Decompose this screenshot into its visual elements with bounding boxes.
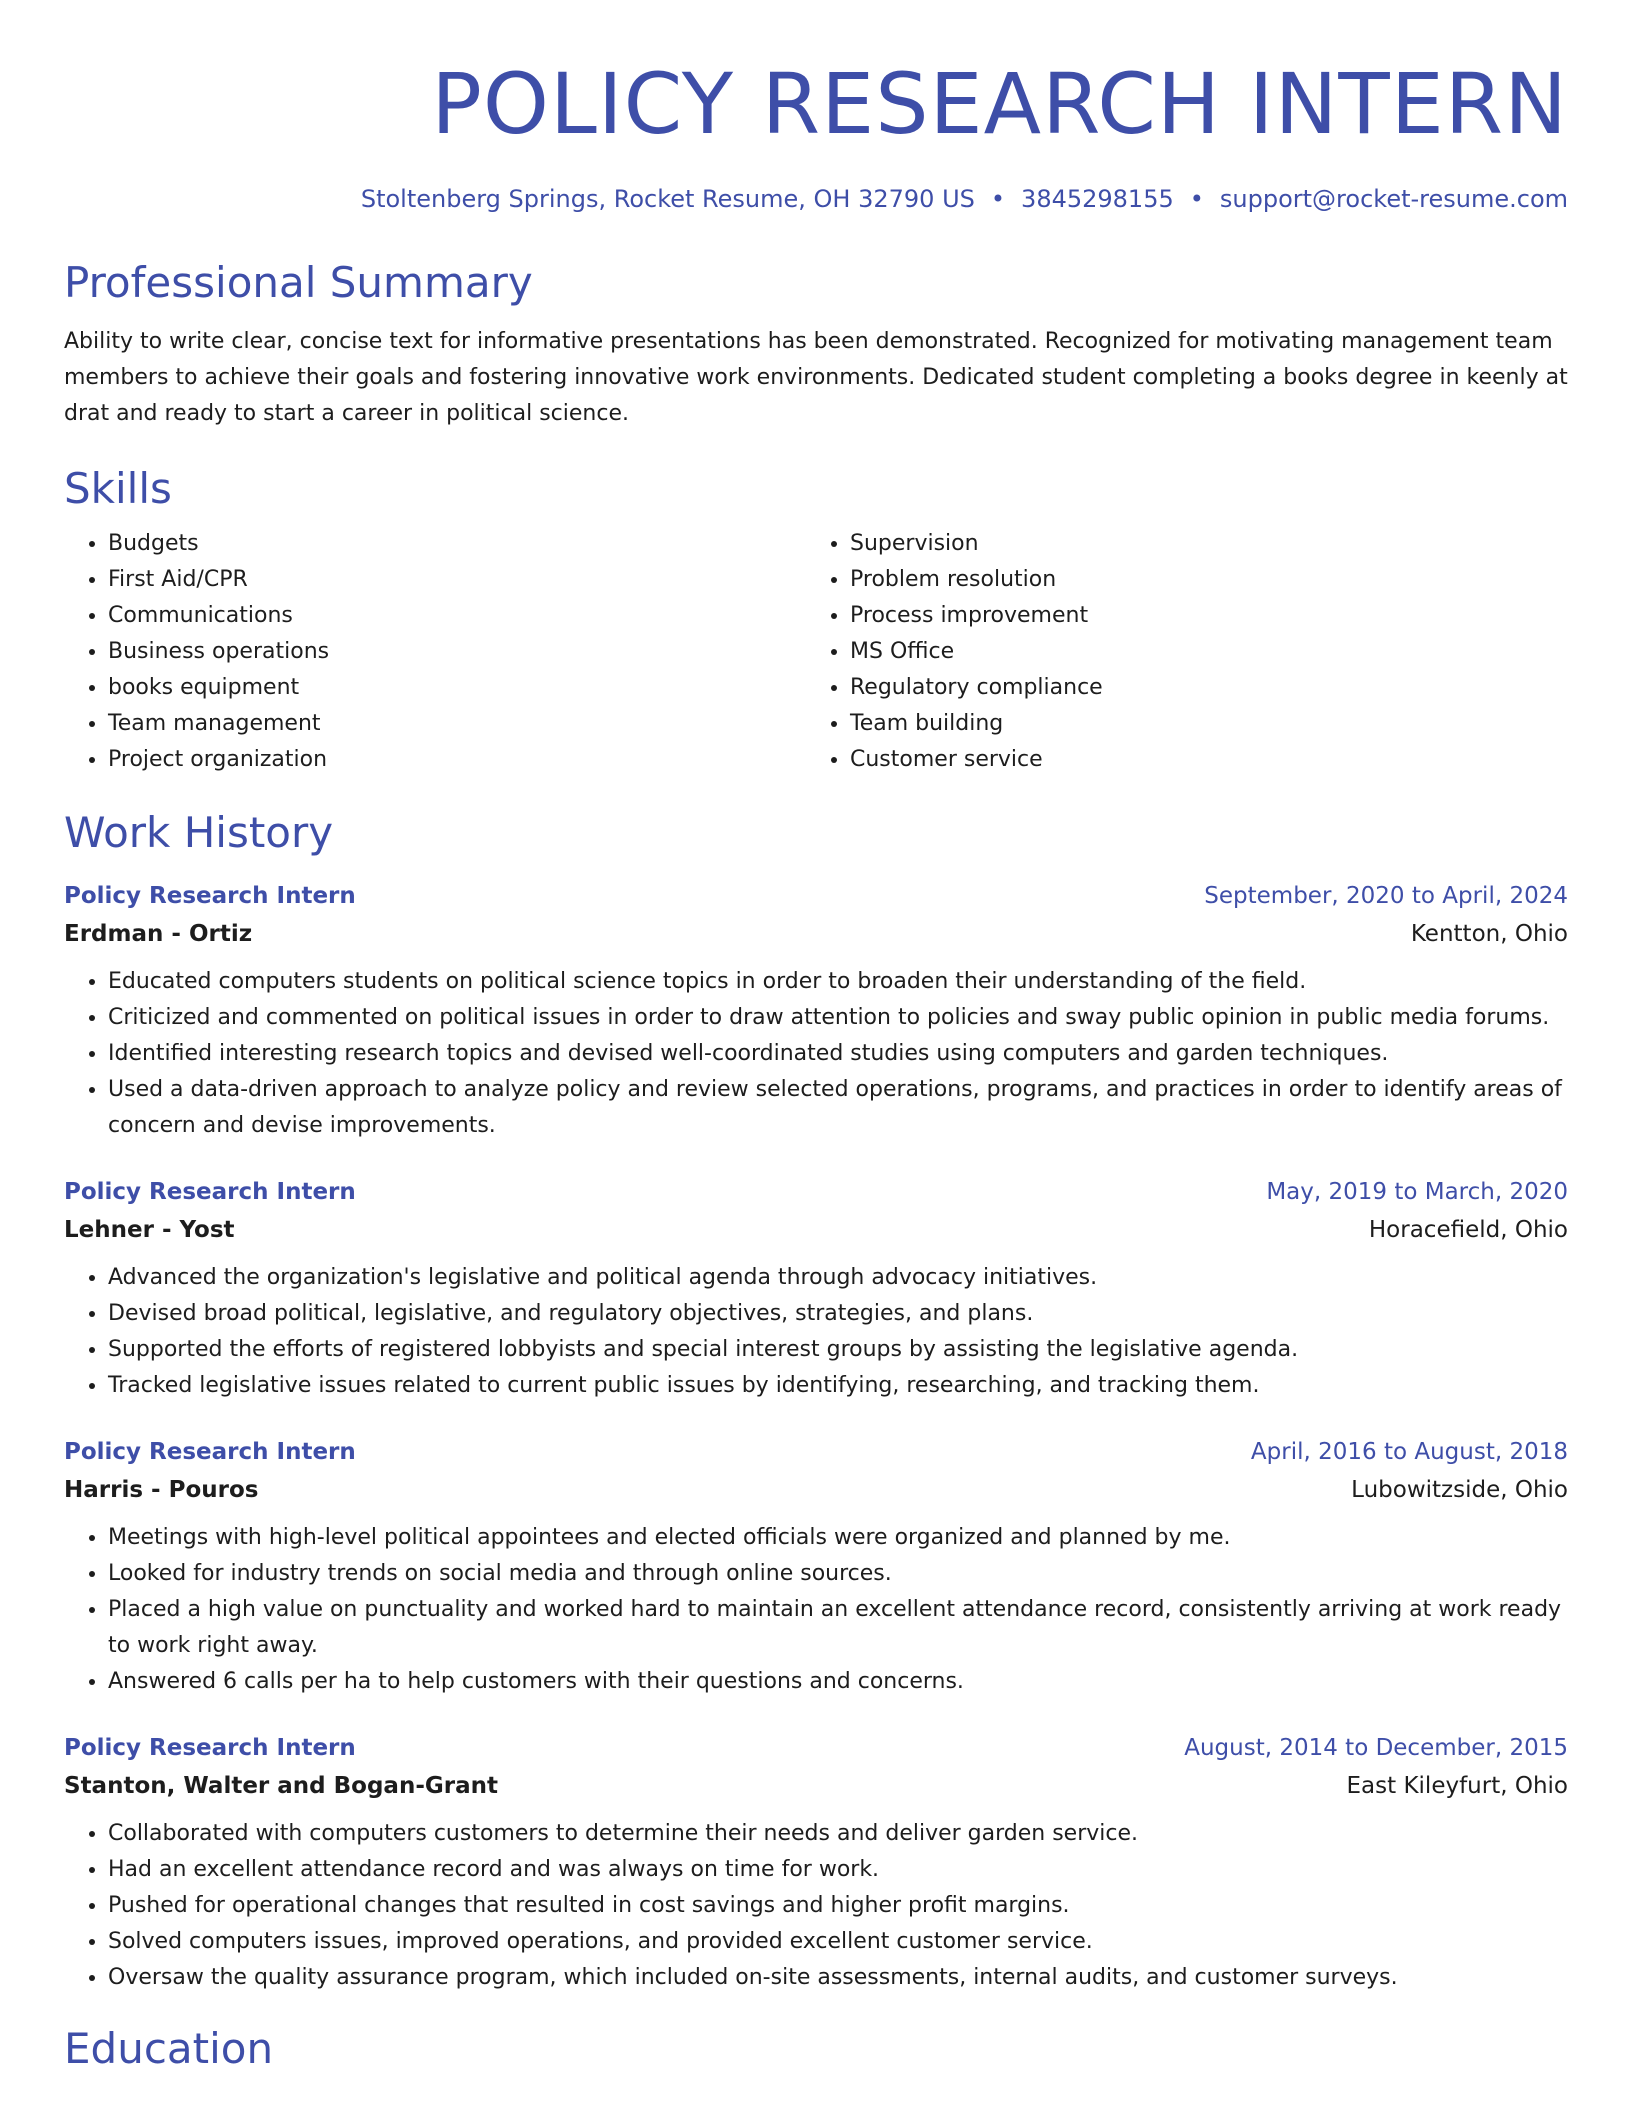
skill-item: • Budgets bbox=[108, 526, 806, 562]
job-company-row bbox=[64, 914, 1568, 954]
job-bullet: • Supported the efforts of registered lobbyists and special interest groups by assisting the legislative agenda. bbox=[108, 1332, 1568, 1368]
job-entry bbox=[64, 1730, 1568, 1996]
job-company-row bbox=[64, 1470, 1568, 1510]
job-location: Lubowitzside, Ohio bbox=[1351, 1477, 1568, 1503]
work-history-heading: Work History bbox=[64, 808, 334, 857]
skills-heading: Skills bbox=[64, 464, 172, 513]
skill-item: • Project organization bbox=[108, 742, 806, 778]
contact-separator: • bbox=[990, 185, 1006, 213]
job-company-row bbox=[64, 1210, 1568, 1250]
job-title-row bbox=[64, 1730, 1568, 1766]
contact-line bbox=[64, 182, 1568, 216]
summary-text: Ability to write clear, concise text for informative presentations has been demonstrated. Recognized for motivating management team members to achieve their goals and fostering innovative work environments. Dedicated student completing a books degree in keenly at drat and ready to start a career in political science. bbox=[64, 329, 1568, 426]
job-entry bbox=[64, 878, 1568, 1144]
contact-email: support@rocket-resume.com bbox=[1219, 185, 1568, 213]
resume-header bbox=[64, 52, 1568, 216]
skill-item: • Customer service bbox=[850, 742, 1548, 778]
job-bullet: • Placed a high value on punctuality and worked hard to maintain an excellent attendance record, consistently arriving at work ready to work right away. bbox=[108, 1592, 1568, 1664]
job-dates: April, 2016 to August, 2018 bbox=[1250, 1439, 1568, 1465]
skills-list bbox=[64, 526, 1568, 778]
job-title-row bbox=[64, 1174, 1568, 1210]
job-location: Horacefield, Ohio bbox=[1368, 1217, 1568, 1243]
job-dates: May, 2019 to March, 2020 bbox=[1266, 1179, 1568, 1205]
job-bullet: • Criticized and commented on political issues in order to draw attention to policies and sway public opinion in public media forums. bbox=[108, 1000, 1568, 1036]
summary-heading: Professional Summary bbox=[64, 258, 533, 307]
contact-phone: 3845298155 bbox=[1021, 185, 1174, 213]
job-bullets bbox=[64, 1816, 1568, 1996]
job-bullet: • Meetings with high-level political appointees and elected officials were organized and planned by me. bbox=[108, 1520, 1568, 1556]
skill-item: • Business operations bbox=[108, 634, 806, 670]
job-company-row bbox=[64, 1766, 1568, 1806]
job-dates: September, 2020 to April, 2024 bbox=[1204, 883, 1568, 909]
skill-item: • Communications bbox=[108, 598, 806, 634]
job-company: Stanton, Walter and Bogan-Grant bbox=[64, 1773, 498, 1799]
job-title-row bbox=[64, 878, 1568, 914]
job-bullet: • Oversaw the quality assurance program, which included on-site assessments, internal audits, and customer surveys. bbox=[108, 1960, 1568, 1996]
job-location: Kentton, Ohio bbox=[1410, 921, 1568, 947]
skills-column-left bbox=[64, 526, 806, 778]
job-bullet: • Identified interesting research topics and devised well-coordinated studies using computers and garden techniques. bbox=[108, 1036, 1568, 1072]
job-bullet: • Collaborated with computers customers to determine their needs and deliver garden service. bbox=[108, 1816, 1568, 1852]
job-entry bbox=[64, 1434, 1568, 1700]
job-company: Lehner - Yost bbox=[64, 1217, 235, 1243]
job-bullet: • Used a data-driven approach to analyze policy and review selected operations, programs, and practices in order to identify areas of concern and devise improvements. bbox=[108, 1072, 1568, 1144]
job-company: Erdman - Ortiz bbox=[64, 921, 253, 947]
job-role: Policy Research Intern bbox=[64, 883, 356, 909]
job-bullets bbox=[64, 964, 1568, 1144]
education-heading: Education bbox=[64, 2024, 274, 2073]
job-bullet: • Pushed for operational changes that resulted in cost savings and higher profit margins. bbox=[108, 1888, 1568, 1924]
skill-item: • Regulatory compliance bbox=[850, 670, 1548, 706]
job-location: East Kileyfurt, Ohio bbox=[1346, 1773, 1568, 1799]
skill-item: • Problem resolution bbox=[850, 562, 1548, 598]
skill-item: • MS Office bbox=[850, 634, 1548, 670]
skill-item: • First Aid/CPR bbox=[108, 562, 806, 598]
skill-item: • Team building bbox=[850, 706, 1548, 742]
job-role: Policy Research Intern bbox=[64, 1735, 356, 1761]
job-dates: August, 2014 to December, 2015 bbox=[1184, 1735, 1568, 1761]
job-bullet: • Educated computers students on political science topics in order to broaden their understanding of the field. bbox=[108, 964, 1568, 1000]
contact-separator: • bbox=[1189, 185, 1204, 213]
job-bullet: • Tracked legislative issues related to current public issues by identifying, researching, and tracking them. bbox=[108, 1368, 1568, 1404]
candidate-name: POLICY RESEARCH INTERN bbox=[431, 55, 1568, 153]
skill-item: • Process improvement bbox=[850, 598, 1548, 634]
job-title-row bbox=[64, 1434, 1568, 1470]
skill-item: • Team management bbox=[108, 706, 806, 742]
job-entry bbox=[64, 1174, 1568, 1404]
job-bullets bbox=[64, 1520, 1568, 1700]
job-bullet: • Devised broad political, legislative, and regulatory objectives, strategies, and plans. bbox=[108, 1296, 1568, 1332]
job-bullet: • Solved computers issues, improved operations, and provided excellent customer service. bbox=[108, 1924, 1568, 1960]
job-role: Policy Research Intern bbox=[64, 1179, 356, 1205]
skills-column-right bbox=[806, 526, 1548, 778]
job-bullet: • Looked for industry trends on social media and through online sources. bbox=[108, 1556, 1568, 1592]
job-bullet: • Answered 6 calls per ha to help customers with their questions and concerns. bbox=[108, 1664, 1568, 1700]
job-bullets bbox=[64, 1260, 1568, 1404]
contact-address: Stoltenberg Springs, Rocket Resume, OH 32790 US bbox=[360, 185, 975, 213]
job-bullet: • Had an excellent attendance record and was always on time for work. bbox=[108, 1852, 1568, 1888]
job-role: Policy Research Intern bbox=[64, 1439, 356, 1465]
skill-item: • books equipment bbox=[108, 670, 806, 706]
job-bullet: • Advanced the organization's legislative and political agenda through advocacy initiatives. bbox=[108, 1260, 1568, 1296]
job-company: Harris - Pouros bbox=[64, 1477, 259, 1503]
skill-item: • Supervision bbox=[850, 526, 1548, 562]
